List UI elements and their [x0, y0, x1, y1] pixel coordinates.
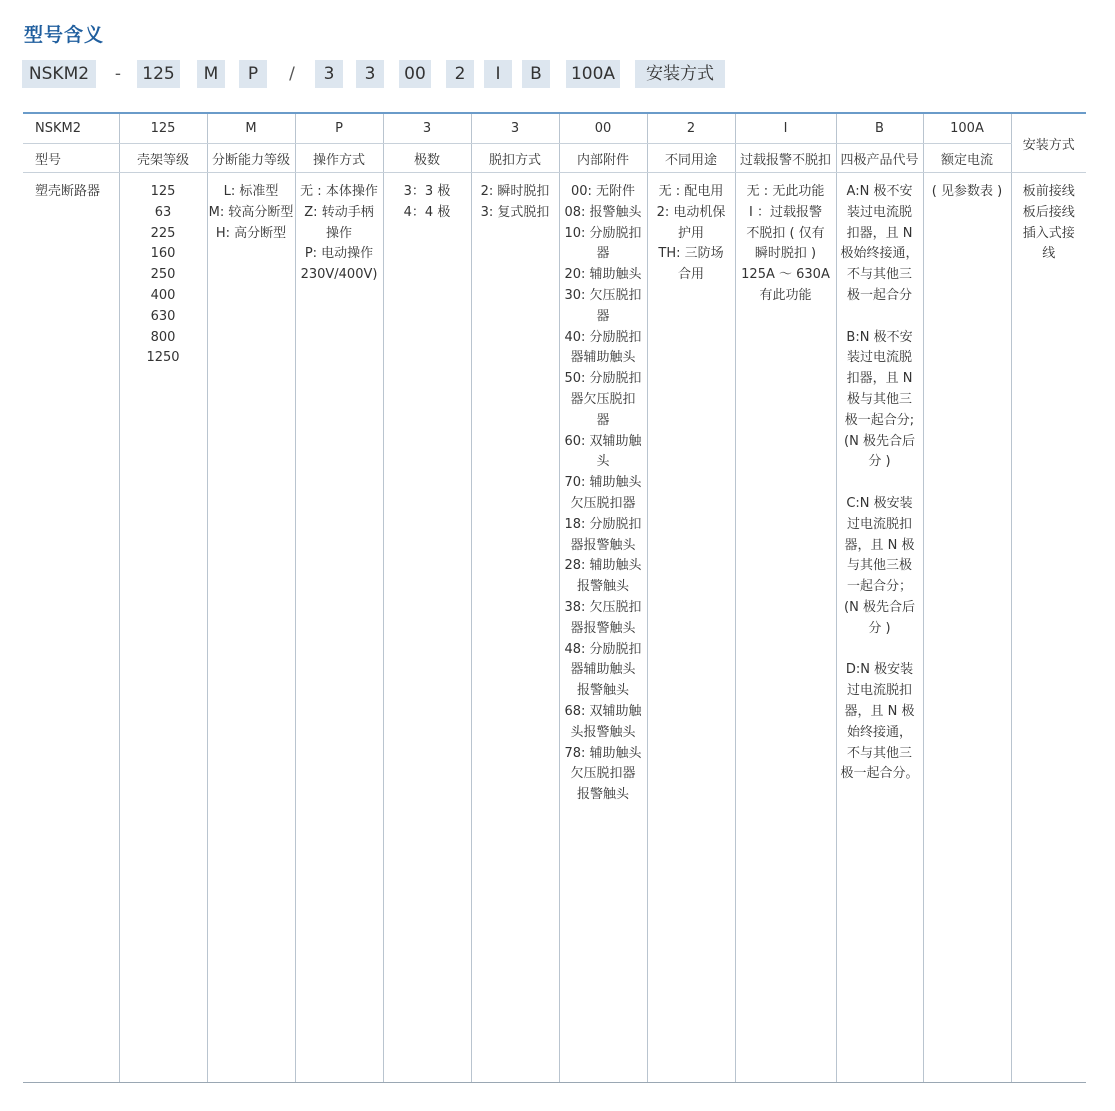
cell-line	[837, 307, 923, 328]
cell-line: 230V/400V)	[300, 267, 378, 283]
cell-rated-current	[923, 173, 1011, 1083]
cell-line: 无 : 配电用	[658, 184, 724, 199]
page-title: 型号含义	[24, 24, 105, 46]
code-segment-frame: 125	[137, 60, 180, 88]
code-separator-dash: -	[114, 64, 122, 84]
cell-line: 极一起合分。	[840, 766, 919, 782]
cell-line: 分 )	[868, 454, 891, 470]
cell-line: 报警触头	[576, 683, 629, 699]
cell-line: A:N 极不安	[846, 184, 913, 199]
code-segment-operation: P	[239, 60, 267, 88]
cell-line: 有此功能	[759, 287, 812, 303]
cell-install	[1011, 173, 1086, 1083]
code-segment-breaking: M	[197, 60, 225, 88]
header-name-breaking: 分断能力等级	[207, 144, 295, 173]
cell-line: M: 较高分断型	[208, 204, 294, 220]
cell-four-pole	[836, 173, 923, 1083]
cell-line: 63	[154, 204, 172, 220]
cell-line: 78: 辅助触头	[564, 745, 642, 761]
code-segment-usage: 2	[446, 60, 474, 88]
cell-line: 4：4 极	[403, 204, 451, 220]
cell-line: 225	[150, 225, 176, 241]
cell-line: Z: 转动手柄	[304, 204, 374, 220]
header-code-accessories: 00	[559, 113, 647, 144]
cell-line: 扣器，且 N	[846, 371, 913, 387]
cell-line: 器	[596, 308, 610, 324]
header-code-poles: 3	[383, 113, 471, 144]
cell-line: 护用	[677, 225, 704, 241]
cell-line: 68: 双辅助触	[564, 703, 642, 719]
cell-line: 38: 欠压脱扣	[564, 599, 642, 615]
cell-line: 18: 分励脱扣	[564, 516, 642, 532]
cell-line: P: 电动操作	[304, 246, 374, 262]
cell-model	[23, 173, 119, 1083]
header-code-series: NSKM2	[23, 113, 119, 144]
header-code-frame: 125	[119, 113, 207, 144]
cell-line: 2: 瞬时脱扣	[480, 184, 550, 199]
cell-line: 器辅助触头	[570, 662, 636, 678]
cell-line: 头	[596, 454, 610, 470]
header-code-operation: P	[295, 113, 383, 144]
code-segment-alarm: I	[484, 60, 512, 88]
cell-line: 160	[150, 246, 176, 262]
code-segment-install: 安装方式	[635, 60, 725, 88]
cell-line: 过电流脱扣	[846, 516, 912, 532]
cell-line: 08: 报警触头	[564, 204, 642, 220]
cell-line: I ：过载报警	[749, 204, 822, 220]
cell-alarm	[735, 173, 836, 1083]
cell-line: TH: 三防场	[658, 246, 724, 262]
cell-line: 无 : 本体操作	[300, 184, 378, 199]
cell-line: 线	[1042, 246, 1056, 262]
cell-line: 70: 辅助触头	[564, 475, 642, 491]
cell-line: 2: 电动机保	[656, 204, 726, 220]
header-code-trip: 3	[471, 113, 559, 144]
cell-trip	[471, 173, 559, 1083]
header-code-rated-current: 100A	[923, 113, 1011, 144]
cell-line: 一起合分；	[846, 579, 912, 595]
cell-line: 操作	[325, 225, 352, 241]
cell-line: 48: 分励脱扣	[564, 641, 642, 657]
cell-line: B:N 极不安	[846, 329, 913, 345]
header-install: 安装方式	[1011, 113, 1086, 173]
code-segment-accessories: 00	[399, 60, 431, 88]
cell-line: H: 高分断型	[215, 225, 287, 241]
cell-line: 20: 辅助触头	[564, 267, 642, 283]
code-segment-four-pole: B	[522, 60, 550, 88]
cell-accessories	[559, 173, 647, 1083]
header-name-usage: 不同用途	[647, 144, 735, 173]
cell-line: 报警触头	[576, 579, 629, 595]
cell-breaking	[207, 173, 295, 1083]
cell-line: 板前接线	[1022, 184, 1075, 199]
cell-line: 不与其他三	[846, 267, 912, 283]
header-name-model: 型号	[23, 144, 119, 173]
cell-line: 扣器，且 N	[846, 225, 913, 241]
cell-line: (N 极先合后	[844, 433, 915, 449]
cell-line: 极始终接通，	[840, 246, 919, 262]
cell-line	[837, 640, 923, 661]
cell-line: 器报警触头	[570, 620, 636, 636]
cell-line: 00: 无附件	[570, 184, 636, 199]
cell-line: 器	[596, 412, 610, 428]
header-name-operation: 操作方式	[295, 144, 383, 173]
cell-line: 合用	[677, 267, 704, 283]
code-segment-rated-current: 100A	[566, 60, 620, 88]
cell-operation	[295, 173, 383, 1083]
header-name-accessories: 内部附件	[559, 144, 647, 173]
cell-line: 30: 欠压脱扣	[564, 287, 642, 303]
cell-line: 报警触头	[576, 787, 629, 803]
header-code-breaking: M	[207, 113, 295, 144]
cell-line: 50: 分励脱扣	[564, 371, 642, 387]
cell-line: 极一起合分;	[844, 412, 915, 428]
cell-line: 器，且 N 极	[844, 537, 915, 553]
header-code-usage: 2	[647, 113, 735, 144]
cell-line: (N 极先合后	[844, 599, 915, 615]
header-name-trip: 脱扣方式	[471, 144, 559, 173]
cell-line: ( 见参数表 )	[931, 184, 1003, 199]
cell-line: 塑壳断路器	[35, 184, 101, 199]
cell-line: 极一起合分	[846, 287, 912, 303]
code-segment-trip: 3	[356, 60, 384, 88]
header-name-frame: 壳架等级	[119, 144, 207, 173]
cell-line: 极与其他三	[846, 391, 912, 407]
cell-line: 与其他三极	[846, 558, 912, 574]
cell-line: C:N 极安装	[846, 495, 913, 511]
cell-frame	[119, 173, 207, 1083]
cell-line: 3: 复式脱扣	[480, 204, 550, 220]
cell-line: 始终接通，	[846, 724, 912, 740]
cell-line: 器	[596, 246, 610, 262]
cell-line: 器辅助触头	[570, 350, 636, 366]
cell-line: 无 : 无此功能	[746, 184, 825, 199]
cell-line: 器欠压脱扣	[570, 391, 636, 407]
model-spec-table	[23, 112, 1086, 1083]
cell-line: 不与其他三	[846, 745, 912, 761]
cell-usage	[647, 173, 735, 1083]
cell-line: 器，且 N 极	[844, 703, 915, 719]
cell-line: 125A ～ 630A	[741, 267, 830, 283]
cell-line: 3：3 极	[403, 184, 451, 199]
cell-line: 800	[150, 329, 176, 345]
header-code-alarm: I	[735, 113, 836, 144]
code-separator-slash: /	[289, 64, 295, 84]
cell-line: 630	[150, 308, 176, 324]
cell-line: D:N 极安装	[845, 662, 914, 678]
header-name-four-pole: 四极产品代号	[836, 144, 923, 173]
cell-line: 分 )	[868, 620, 891, 636]
cell-line: 40: 分励脱扣	[564, 329, 642, 345]
cell-line	[837, 473, 923, 494]
header-name-rated-current: 额定电流	[923, 144, 1011, 173]
cell-line: 装过电流脱	[846, 350, 912, 366]
cell-line: 过电流脱扣	[846, 683, 912, 699]
cell-line: 板后接线	[1022, 204, 1075, 220]
header-name-poles: 极数	[383, 144, 471, 173]
cell-line: 250	[150, 267, 176, 283]
cell-line: 插入式接	[1022, 225, 1075, 241]
cell-line: 头报警触头	[570, 724, 636, 740]
cell-line: 装过电流脱	[846, 204, 912, 220]
cell-line: 欠压脱扣器	[570, 766, 636, 782]
cell-line: 瞬时脱扣 )	[754, 246, 817, 262]
cell-line: 400	[150, 287, 176, 303]
code-segment-series: NSKM2	[22, 60, 96, 88]
cell-line: 器报警触头	[570, 537, 636, 553]
cell-line: 1250	[146, 350, 180, 366]
header-code-four-pole: B	[836, 113, 923, 144]
header-name-alarm: 过载报警不脱扣	[735, 144, 836, 173]
cell-line: 125	[150, 184, 176, 199]
cell-line: 不脱扣 ( 仅有	[746, 225, 825, 241]
cell-line: 60: 双辅助触	[564, 433, 642, 449]
code-segment-poles: 3	[315, 60, 343, 88]
cell-line: 欠压脱扣器	[570, 495, 636, 511]
cell-line: L: 标准型	[223, 184, 279, 199]
cell-line: 10: 分励脱扣	[564, 225, 642, 241]
cell-poles	[383, 173, 471, 1083]
cell-line: 28: 辅助触头	[564, 558, 642, 574]
